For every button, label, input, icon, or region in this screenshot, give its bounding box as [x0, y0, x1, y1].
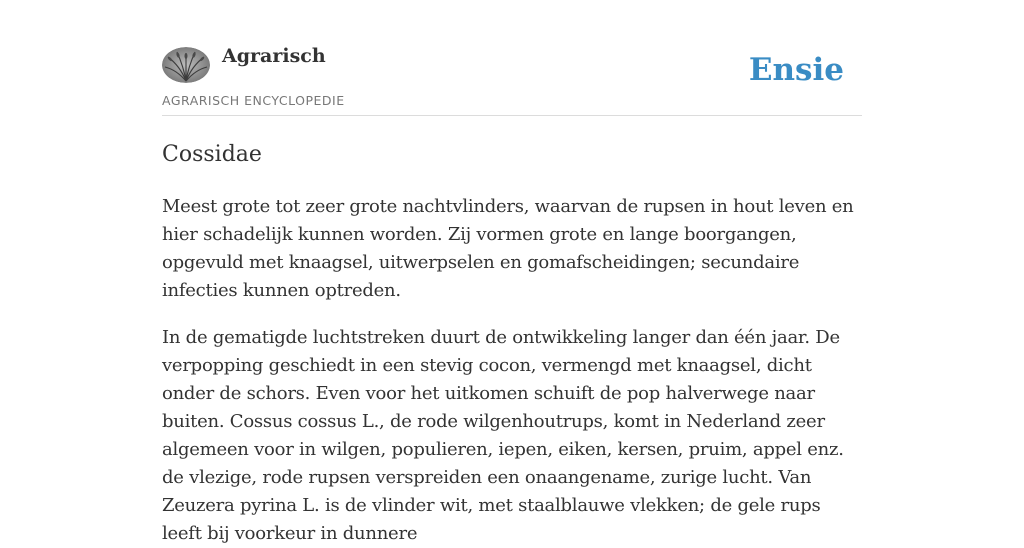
paragraph: Meest grote tot zeer grote nachtvlinders, waarvan de rupsen in hout leven en hier schadelijk kunnen worden. Zij vormen grote en lange boorgangen, opgevuld met knaagsel, uitwerpselen en gomafscheidingen; secundaire infecties kunnen optreden. [162, 196, 854, 301]
wheat-logo-icon[interactable] [162, 47, 210, 83]
page-title: Cossidae [162, 142, 262, 167]
source-subtitle: AGRARISCH ENCYCLOPEDIE [162, 93, 345, 108]
paragraph: In de gematigde luchtstreken duurt de ontwikkeling langer dan één jaar. De verpopping geschiedt in een stevig cocon, vermengd met knaagsel, dicht onder de schors. Even voor het uitkomen schuift de pop halverwege naar buiten. Cossus cossus L., de rode wilgenhoutrups, komt in Nederland zeer algemeen voor in wilgen, populieren, iepen, eiken, kersen, pruim, appel enz. de vlezige, rode rupsen verspreiden een onaangename, zurige lucht. Van Zeuzera pyrina L. is de vlinder wit, met staalblauwe vlekken; de gele rups leeft bij voorkeur in dunnere [162, 327, 844, 544]
article-body [162, 193, 862, 548]
article-page [162, 0, 862, 548]
brand-logo[interactable]: Ensie [748, 52, 844, 88]
source-name[interactable]: Agrarisch [222, 45, 326, 67]
header [162, 0, 862, 116]
